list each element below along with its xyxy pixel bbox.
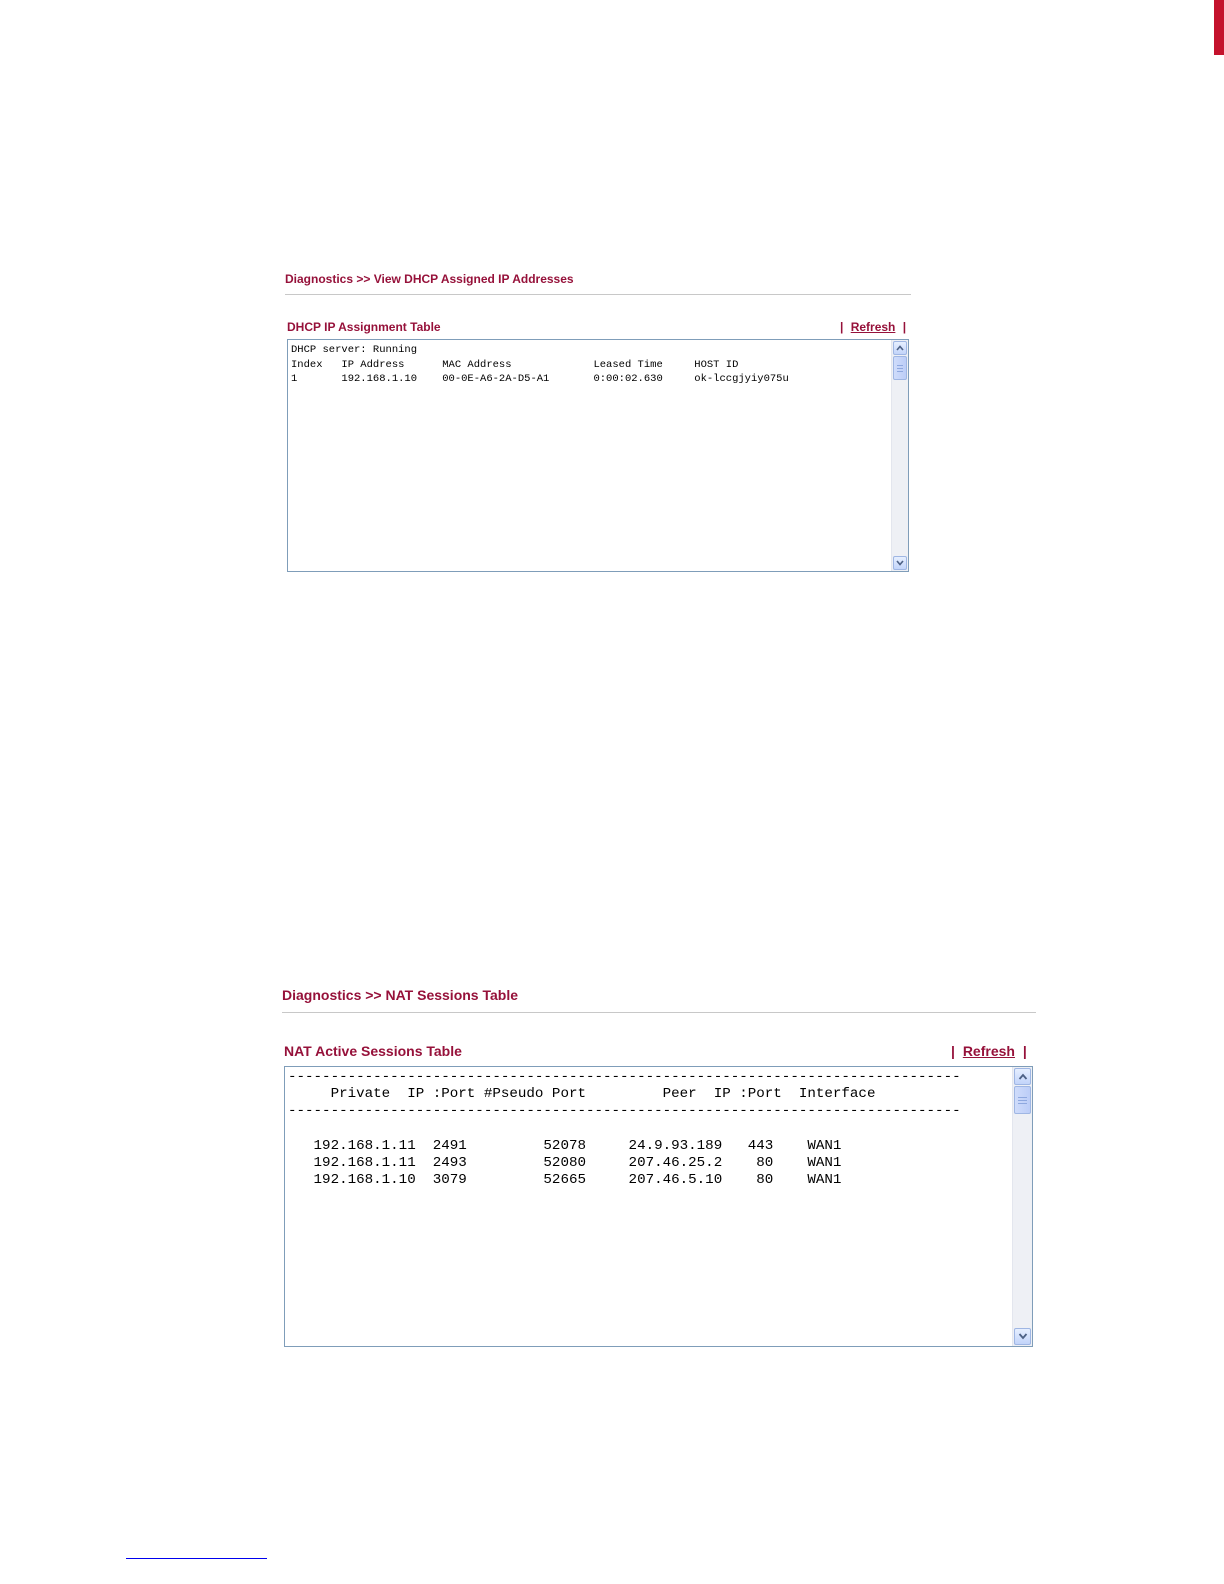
footer-link-underline xyxy=(126,1558,267,1559)
grip-line xyxy=(1018,1100,1027,1101)
nat-refresh-group xyxy=(951,1043,1027,1059)
nat-breadcrumb: Diagnostics >> NAT Sessions Table xyxy=(282,987,518,1003)
nat-scroll-up-button[interactable] xyxy=(1014,1068,1031,1085)
scroll-up-arrow-icon xyxy=(896,345,904,351)
dhcp-scroll-thumb[interactable] xyxy=(893,356,907,380)
nat-table-title: NAT Active Sessions Table xyxy=(284,1043,462,1059)
dhcp-divider xyxy=(285,294,911,295)
nat-sessions-textarea[interactable] xyxy=(284,1066,1033,1347)
dhcp-scroll-down-button[interactable] xyxy=(893,556,907,570)
scroll-down-arrow-icon xyxy=(1018,1333,1028,1340)
dhcp-refresh-group xyxy=(840,320,906,334)
dhcp-refresh-link[interactable]: Refresh xyxy=(850,320,896,334)
grip-line xyxy=(897,371,903,372)
scroll-up-arrow-icon xyxy=(1018,1073,1028,1080)
dhcp-assignment-textarea[interactable] xyxy=(287,339,909,572)
dhcp-scroll-up-button[interactable] xyxy=(893,341,907,355)
nat-sessions-content: ------------------------------------------------------------------------------- Private IP :Port #Pseudo Port Peer IP :Port Interface ------------------------------------------------------------------------------- 192.168.1.11 2491 52078 24.9.93.189 443 WAN1 192.168.1.11 2493 52080 207.46.25.2 80 WAN1 192.168.1.10 3079 52665 207.46.5.10 80 WAN1 xyxy=(288,1069,961,1189)
nat-refresh-link[interactable]: Refresh xyxy=(962,1043,1015,1059)
nat-scroll-thumb[interactable] xyxy=(1014,1086,1031,1114)
separator: | xyxy=(902,320,907,334)
side-color-bar xyxy=(1214,0,1224,55)
separator: | xyxy=(840,320,844,334)
grip-line xyxy=(897,368,903,369)
dhcp-scrollbar[interactable] xyxy=(891,340,908,571)
scroll-down-arrow-icon xyxy=(896,560,904,566)
grip-line xyxy=(1018,1103,1027,1104)
separator: | xyxy=(1022,1043,1027,1059)
grip-line xyxy=(897,365,903,366)
nat-scrollbar[interactable] xyxy=(1012,1067,1032,1346)
grip-line xyxy=(1018,1097,1027,1098)
dhcp-table-title: DHCP IP Assignment Table xyxy=(287,320,441,334)
dhcp-breadcrumb: Diagnostics >> View DHCP Assigned IP Addresses xyxy=(285,272,574,286)
nat-scroll-down-button[interactable] xyxy=(1014,1328,1031,1345)
separator: | xyxy=(951,1043,955,1059)
dhcp-assignment-content: DHCP server: Running Index IP Address MAC Address Leased Time HOST ID 1 192.168.1.10 00-0E-A6-2A-D5-A1 0:00:02.630 ok-lccgjyiy075u xyxy=(291,344,789,385)
nat-divider xyxy=(282,1012,1036,1013)
